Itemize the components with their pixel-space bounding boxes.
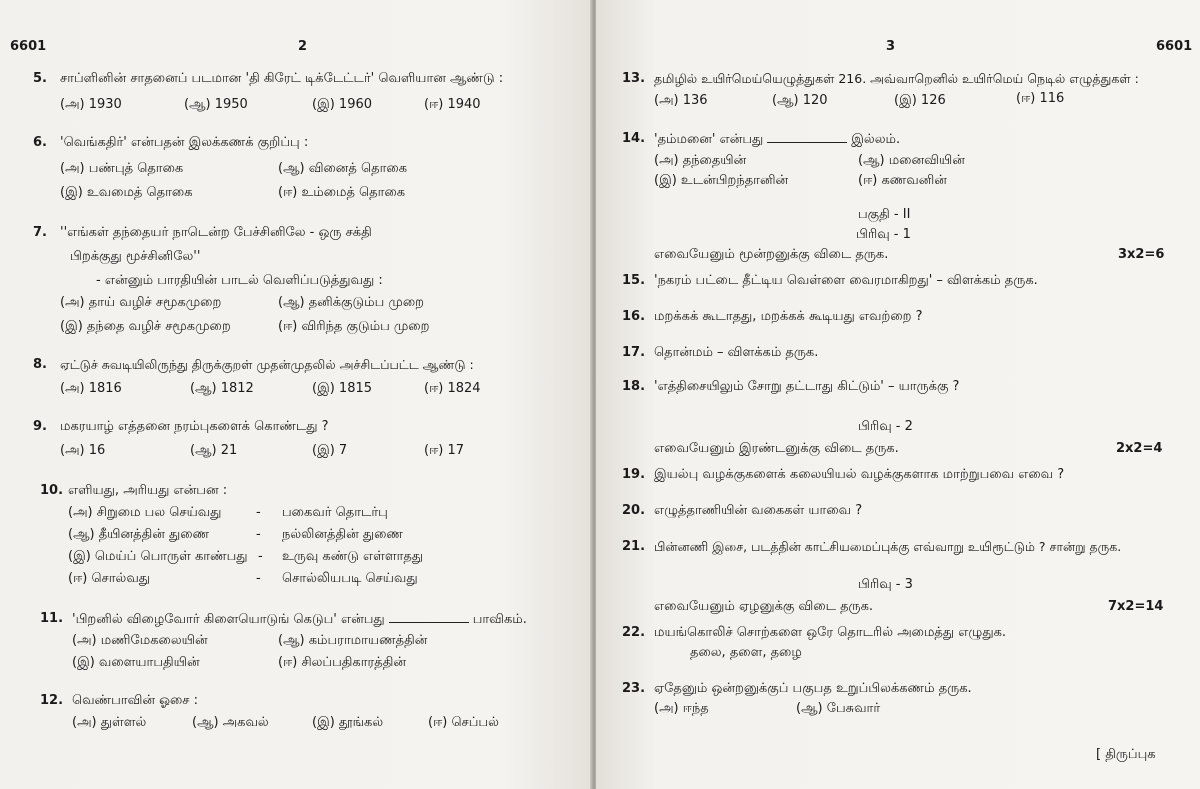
option-a: (அ) 136 [654,93,708,108]
match-right: நல்லினத்தின் துணை [282,527,403,542]
option-b: (ஆ) பேசுவார் [796,701,881,716]
option-c: (இ) 7 [312,443,348,458]
match-sep: - [256,505,261,520]
section-title: பிரிவு - 3 [858,577,913,592]
question-number: 15. [622,273,646,288]
match-left: (அ) சிறுமை பல செய்வது [68,505,222,520]
section-instruction: எவையேனும் இரண்டனுக்கு விடை தருக. [654,441,899,456]
option-c: (இ) 1960 [312,97,373,112]
word-list: தலை, தளை, தழை [690,645,802,660]
option-c: (இ) தந்தை வழிச் சமூகமுறை [60,319,231,334]
section-title: பிரிவு - 1 [856,227,911,242]
question-text-after: இல்லம். [851,132,901,147]
question-number: 20. [622,503,646,518]
section-marks: 2x2=4 [1116,441,1163,456]
question-text: தொன்மம் – விளக்கம் தருக. [654,345,819,360]
match-left: (ஈ) சொல்வது [68,571,151,586]
page-number: 2 [298,39,308,54]
question-number: 10. [40,483,64,498]
option-d: (ஈ) கணவனின் [858,173,947,188]
match-sep: - [258,549,263,564]
question-number: 13. [622,71,646,86]
left-page [0,0,592,789]
option-c: (இ) தூங்கல் [312,715,384,730]
question-text: இயல்பு வழக்குகளைக் கலையியல் வழக்குகளாக மாற்றுபவை எவை ? [654,467,1065,482]
option-d: (ஈ) 1940 [424,97,481,112]
question-number: 22. [622,625,646,640]
option-c: (இ) 1815 [312,381,373,396]
match-right: உருவு கண்டு எள்ளாதது [282,549,424,564]
match-sep: - [256,527,261,542]
option-b: (ஆ) 1950 [184,97,248,112]
option-d: (ஈ) 17 [424,443,464,458]
option-a: (அ) 1816 [60,381,122,396]
question-text-line3: - என்னும் பாரதியின் பாடல் வெளிப்படுத்துவது : [96,273,383,288]
question-text-line2: பிறக்குது மூச்சினிலே'' [70,249,201,264]
option-a: (அ) மணிமேகலையின் [72,633,208,648]
question-number: 6. [33,135,47,150]
question-text-after: பாவிகம். [472,612,527,627]
question-text: பின்னணி இசை, படத்தின் காட்சியமைப்புக்கு எவ்வாறு உயிரூட்டும் ? சான்று தருக. [654,539,1122,554]
option-a: (அ) பண்புத் தொகை [60,161,184,176]
question-text: 'வெங்கதிர்' என்பதன் இலக்கணக் குறிப்பு : [60,135,309,150]
question-text: தமிழில் உயிர்மெய்யெழுத்துகள் 216. அவ்வாறெனில் உயிர்மெய் நெடில் எழுத்துகள் : [654,71,1139,86]
option-c: (இ) 126 [894,93,946,108]
option-b: (ஆ) மனைவியின் [858,153,965,168]
option-a: (அ) தாய் வழிச் சமூகமுறை [60,295,222,310]
question-number: 14. [622,131,646,146]
match-sep: - [256,571,261,586]
section-marks: 7x2=14 [1108,599,1164,614]
question-number: 19. [622,467,646,482]
question-text: வெண்பாவின் ஓசை : [72,693,199,708]
section-instruction: எவையேனும் மூன்றனுக்கு விடை தருக. [654,247,889,262]
option-a: (அ) ஈந்த [654,701,709,716]
option-d: (ஈ) உம்மைத் தொகை [278,185,406,200]
option-a: (அ) தந்தையின் [654,153,747,168]
option-d: (ஈ) 116 [1016,91,1065,106]
option-b: (ஆ) 120 [772,93,828,108]
option-b: (ஆ) 21 [190,443,238,458]
part-title: பகுதி - II [858,207,911,222]
question-text-before: 'தம்மனை' என்பது [654,132,764,147]
page-code: 6601 [10,39,47,54]
option-b: (ஆ) 1812 [190,381,254,396]
question-text: எளியது, அரியது என்பன : [68,483,228,498]
option-a: (அ) துள்ளல் [72,715,147,730]
question-number: 17. [622,345,646,360]
question-text: மகரயாழ் எத்தனை நரம்புகளைக் கொண்டது ? [60,419,329,434]
option-c: (இ) உவமைத் தொகை [60,185,193,200]
question-text [72,610,527,629]
turn-over-note: [ திருப்புக [1096,747,1156,762]
question-number: 7. [33,225,47,240]
question-text [654,130,900,149]
option-d: (ஈ) சிலப்பதிகாரத்தின் [278,655,406,670]
question-number: 18. [622,379,646,394]
question-text: எழுத்தாணியின் வகைகள் யாவை ? [654,503,863,518]
option-b: (ஆ) தனிக்குடும்ப முறை [278,295,424,310]
option-b: (ஆ) வினைத் தொகை [278,161,408,176]
question-text: சாப்ளினின் சாதனைப் படமான 'தி கிரேட் டிக்டேட்டர்' வெளியான ஆண்டு : [60,71,504,86]
question-number: 23. [622,681,646,696]
question-text-line1: ''எங்கள் தந்தையர் நாடென்ற பேச்சினிலே - ஒரு சக்தி [60,225,372,240]
option-b: (ஆ) அகவல் [192,715,269,730]
section-marks: 3x2=6 [1118,247,1165,262]
question-text-before: 'பிறனில் விழைவோர் கிளையொடுங் கெடுப' என்பது [72,612,385,627]
option-c: (இ) உடன்பிறந்தானின் [654,173,789,188]
right-page [596,0,1200,789]
question-number: 21. [622,539,646,554]
match-right: சொல்லியபடி செய்வது [282,571,418,586]
question-number: 11. [40,611,64,626]
option-d: (ஈ) 1824 [424,381,481,396]
question-text: ஏதேனும் ஒன்றனுக்குப் பகுபத உறுப்பிலக்கணம் தருக. [654,681,972,696]
fill-blank [389,610,469,623]
page-code: 6601 [1156,39,1193,54]
match-left: (ஆ) தீயினத்தின் துணை [68,527,210,542]
question-number: 8. [33,357,47,372]
question-number: 5. [33,71,47,86]
question-number: 9. [33,419,47,434]
question-text: 'நகரம் பட்டை தீட்டிய வெள்ளை வைரமாகிறது' – விளக்கம் தருக. [654,273,1038,288]
question-number: 16. [622,309,646,324]
question-text: ஏட்டுச் சுவடியிலிருந்து திருக்குறள் முதன்முதலில் அச்சிடப்பட்ட ஆண்டு : [60,357,474,372]
fill-blank [767,130,847,143]
option-d: (ஈ) செப்பல் [428,715,499,730]
option-a: (அ) 16 [60,443,106,458]
match-right: பகைவர் தொடர்பு [282,505,388,520]
option-a: (அ) 1930 [60,97,122,112]
question-text: 'எத்திசையிலும் சோறு தட்டாது கிட்டும்' – யாருக்கு ? [654,379,960,394]
option-d: (ஈ) விரிந்த குடும்ப முறை [278,319,430,334]
question-text: மயங்கொலிச் சொற்களை ஒரே தொடரில் அமைத்து எழுதுக. [654,625,1007,640]
section-instruction: எவையேனும் ஏழனுக்கு விடை தருக. [654,599,874,614]
option-c: (இ) வளையாபதியின் [72,655,200,670]
page-number: 3 [886,39,896,54]
question-number: 12. [40,693,64,708]
section-title: பிரிவு - 2 [858,419,913,434]
option-b: (ஆ) கம்பராமாயணத்தின் [278,633,428,648]
question-text: மறக்கக் கூடாதது, மறக்கக் கூடியது எவற்றை ? [654,309,923,324]
match-left: (இ) மெய்ப் பொருள் காண்பது [68,549,248,564]
